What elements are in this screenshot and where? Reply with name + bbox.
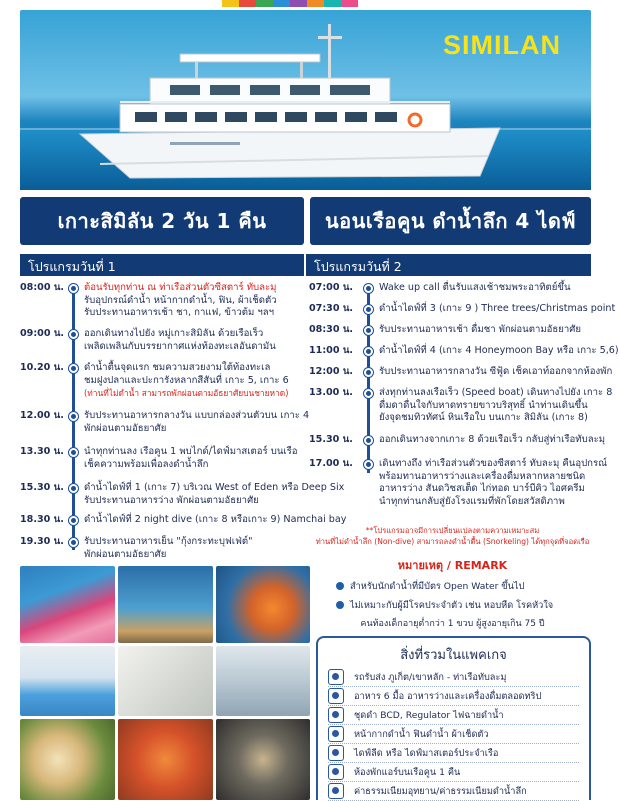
package-item: [328, 687, 579, 706]
entry-time: 08:30 น.: [309, 324, 354, 335]
entry-line: ดำน้ำตื้นจุดแรก ชมความสวยงามใต้ท้องทะเล: [84, 362, 271, 373]
package-item-text: ค่าธรรมเนียมอุทยาน/ค่าธรรมเนียมดำน้ำลึก: [354, 785, 527, 797]
package-item: [328, 668, 579, 687]
timeline-dot: [364, 368, 373, 377]
trip-duration-text: เกาะสิมิลัน 2 วัน 1 คืน: [57, 209, 267, 233]
color-swatch: [341, 0, 358, 7]
entry-line: รับประทานอาหารเย็น "กุ้งกระทะบุฟเฟ่ต์": [84, 536, 253, 547]
entry-line: พร้อมทานอาหารว่างและเครื่องดื่มหลากหลายชนิด: [379, 470, 586, 482]
package-item-text: รถรับส่ง ภูเก็ต/เขาหลัก - ท่าเรือทับละมุ: [354, 671, 507, 683]
entry-text: [379, 282, 591, 295]
remark-subtext: คนท้องเด็กอายุต่ำกว่า 1 ขวบ ผู้สูงอายุเกิน 75 ปี: [360, 619, 545, 629]
package-item-text: หน้ากากดำน้ำ ฟินดำน้ำ ผ้าเช็ดตัว: [354, 728, 489, 740]
entry-line: เดินทางถึง ท่าเรือส่วนตัวของซีสตาร์ ทับละมุ คืนอุปกรณ์: [379, 458, 608, 469]
timeline-dot: [364, 389, 373, 398]
van-icon: [328, 669, 344, 685]
entry-time: 09:00 น.: [20, 328, 65, 339]
entry-line: รับประทานอาหารกลางวัน ซีฟู้ด เช็คเอาท์ออกจากห้องพัก: [379, 366, 613, 377]
bathroom-photo: [118, 646, 213, 716]
timeline-dot: [364, 460, 373, 469]
entry-text: [379, 387, 613, 425]
entry-text: [84, 362, 308, 400]
entry-line: เช็คความพร้อมเพื่อลงดำน้ำลึก: [84, 458, 209, 470]
entry-line: Wake up call ตื่นรับแสงเช้าชมพระอาทิตย์ขึ้น: [379, 282, 571, 293]
entry-text: [84, 446, 308, 471]
destination-title: SIMILAN: [443, 30, 561, 60]
entry-line: รับอุปกรณ์ดำน้ำ หน้ากากดำน้ำ, ฟิน, ผ้าเช็ดตัว: [84, 294, 277, 306]
entry-text: [379, 366, 613, 379]
package-title: สิ่งที่รวมในแพคเกจ: [400, 648, 507, 663]
package-item: [328, 763, 579, 782]
seafood-photo: [118, 719, 213, 800]
entry-time: 18.30 น.: [20, 514, 64, 525]
timeline-dot: [69, 484, 78, 493]
photo-grid: [20, 566, 310, 800]
bed-icon: [328, 764, 344, 780]
package-item: [328, 782, 579, 801]
entry-time: 07:30 น.: [309, 303, 354, 314]
dive-banner: [310, 197, 591, 245]
day1-heading: โปรแกรมวันที่ 1: [20, 254, 304, 276]
dive-text: นอนเรือคูน ดำน้ำลึก 4 ไดฟ์: [325, 209, 576, 233]
entry-line: พักผ่อนตามอัธยาศัย: [84, 422, 167, 434]
entry-text: [84, 536, 308, 561]
timeline-dot: [69, 448, 78, 457]
ticket-icon: [328, 783, 344, 799]
entry-line: ชมฝูงปลาและปะการังหลากสีสันที่ เกาะ 5, เกาะ 6: [84, 374, 289, 386]
entry-line: อาหารว่าง สันดวิชสเต็ด ไก่ทอด บาร์บีคิว ไอศครีม: [379, 483, 585, 494]
entry-text: [379, 303, 616, 316]
timeline-dot: [364, 326, 373, 335]
entry-time: 07:00 น.: [309, 282, 354, 293]
timeline-dot: [364, 284, 373, 293]
entry-text: [84, 328, 308, 353]
entry-line: รับประทานอาหารเช้า ชา, กาแฟ, ข้าวต้ม ฯลฯ: [84, 307, 275, 318]
color-swatch: [307, 0, 324, 7]
package-item-text: ชุดดำ BCD, Regulator ไฟฉายดำน้ำ: [354, 709, 504, 721]
timeline-dot: [69, 364, 78, 373]
entry-text: [379, 324, 591, 337]
entry-text: [84, 282, 308, 320]
timeline-dot: [364, 305, 373, 314]
entry-line: รับประทานอาหารกลางวัน แบบกล่องส่วนตัวบน เกาะ 4: [84, 410, 310, 421]
package-item-text: ห้องพักแอร์บนเรือคูน 1 คืน: [354, 766, 461, 778]
entry-line: ดำน้ำไดฟ์ที่ 4 (เกาะ 4 Honeymoon Bay หรือ เกาะ 5,6): [379, 345, 619, 356]
entry-time: 15.30 น.: [20, 482, 64, 493]
remark-item: [314, 599, 591, 612]
entry-time: 12:00 น.: [309, 366, 354, 377]
color-swatch: [256, 0, 273, 7]
entry-time: 12.00 น.: [20, 410, 64, 421]
color-swatch: [239, 0, 256, 7]
entry-line: ดื่มดาดื่นใจกับหาดทรายขาวบริสุทธิ์ นำท่านเดินขึ้น: [379, 399, 588, 411]
entry-line: ดำน้ำไดฟ์ที่ 3 (เกาะ 9 ) Three trees/Christmas point: [379, 303, 616, 314]
entry-text: [84, 514, 347, 527]
remark-text: ไม่เหมาะกับผู้มีโรคประจำตัว เช่น หอบหืด โรคหัวใจ: [350, 600, 554, 611]
entry-time: 11:00 น.: [309, 345, 354, 356]
timeline-dot: [69, 412, 78, 421]
package-inclusions: [316, 636, 591, 800]
color-swatch: [222, 0, 239, 7]
remark-title: หมายเหตุ / REMARK: [397, 559, 508, 572]
entry-time: 10.20 น.: [20, 362, 64, 373]
day2-heading: โปรแกรมวันที่ 2: [306, 254, 591, 276]
guide-icon: [328, 745, 344, 761]
hero-boat-photo: [20, 10, 591, 190]
entry-time: 13.30 น.: [20, 446, 64, 457]
pin-icon: [336, 601, 344, 609]
pin-icon: [336, 582, 344, 590]
sea-fan-photo: [216, 566, 310, 643]
entry-line: เพลิดเพลินกับบรรยากาศแห่งท้องทะเลอันดามัน: [84, 340, 276, 352]
entry-line: นำทุกท่านกลับสู่ยังโรงแรมที่พักโดยสวัสดิภาพ: [379, 495, 565, 507]
entry-time: 17.00 น.: [309, 458, 353, 469]
package-item-text: อาหาร 6 มื้อ อาหารว่างและเครื่องดื่มตลอดทริป: [354, 690, 542, 702]
color-swatch: [273, 0, 290, 7]
entry-line: พักผ่อนตามอัธยาศัย: [84, 548, 167, 560]
entry-line: นำทุกท่านลง เรือคูน 1 พบไกด์/ไดฟ์มาสเตอร์ บนเรือ: [84, 446, 298, 457]
color-swatch: [324, 0, 341, 7]
package-item-text: ไดฟ์ลีด หรือ ไดฟ์มาสเตอร์ประจำเรือ: [354, 747, 499, 759]
entry-time: 19.30 น.: [20, 536, 64, 547]
entry-note: (ท่านที่ไม่ดำน้ำ สามารถพักผ่อนตามอัธยาศัยบนชายหาด): [84, 388, 289, 398]
timeline-dot: [364, 436, 373, 445]
mask-icon: [328, 726, 344, 742]
entry-line: ดำน้ำไดฟ์ที่ 1 (เกาะ 7) บริเวณ West of Eden หรือ Deep Six: [84, 482, 345, 493]
disclaimer-line: ท่านที่ไม่ดำน้ำลึก (Non-dive) สามารถลงดำน้ำตื้น (Snorkeling) ได้ทุกจุดที่จอดเรือ: [315, 537, 590, 546]
disclaimer-line: **โปรแกรมอาจมีการเปลี่ยนแปลงตามความเหมาะสม: [365, 526, 540, 535]
entry-time: 15.30 น.: [309, 434, 353, 445]
dive-gear-icon: [328, 707, 344, 723]
entry-text: [379, 434, 606, 447]
entry-time: 08:00 น.: [20, 282, 65, 293]
entry-text: [84, 410, 308, 435]
cabin-photo: [20, 646, 115, 716]
coral-reef-photo: [20, 566, 115, 643]
remark-item: [314, 580, 591, 593]
entry-line: ออกเดินทางไปยัง หมู่เกาะสิมิลัน ด้วยเรือเร็ว: [84, 328, 264, 339]
color-swatch: [290, 0, 307, 7]
remark-text: สำหรับนักดำน้ำที่มีบัตร Open Water ขึ้นไป: [350, 581, 525, 592]
color-strip: [222, 0, 358, 7]
entry-text: [379, 458, 608, 508]
meal-icon: [328, 688, 344, 704]
timeline-dot: [69, 516, 78, 525]
trip-duration-banner: [20, 197, 304, 245]
dining-deck-photo: [216, 646, 310, 716]
entry-line: ดำน้ำไดฟ์ที่ 2 night dive (เกาะ 8 หรือเกาะ 9) Namchai bay: [84, 514, 347, 525]
package-item: [328, 725, 579, 744]
remarks-section: [314, 525, 591, 630]
timeline-dot: [69, 330, 78, 339]
timeline-dot: [364, 347, 373, 356]
timeline-dot: [69, 284, 78, 293]
snacks-photo: [20, 719, 115, 800]
entry-line: ส่งทุกท่านลงเรือเร็ว (Speed boat) เดินทางไปยัง เกาะ 8: [379, 387, 613, 398]
entry-time: 13.00 น.: [309, 387, 353, 398]
timeline-dot: [69, 538, 78, 547]
diver-photo: [118, 566, 213, 643]
entry-line: ต้อนรับทุกท่าน ณ ท่าเรือส่วนตัวซีสตาร์ ทับละมุ: [84, 282, 277, 293]
entry-text: [379, 345, 619, 358]
package-item: [328, 706, 579, 725]
package-item: [328, 744, 579, 763]
entry-line: รับประทานอาหารเช้า ดื่มชา พักผ่อนตามอัธยาศัย: [379, 324, 582, 335]
entry-text: [84, 482, 345, 507]
entry-line: ยังจุดชมทิวทัศน์ หินเรือใบ บนเกาะ สิมิลัน (เกาะ 8): [379, 412, 588, 423]
entry-line: ออกเดินทางจากเกาะ 8 ด้วยเรือเร็ว กลับสู่ท่าเรือทับละมุ: [379, 434, 606, 445]
hotpot-photo: [216, 719, 310, 800]
timeline-line: [367, 288, 370, 473]
entry-line: รับประทานอาหารว่าง พักผ่อนตามอัธยาศัย: [84, 494, 259, 506]
